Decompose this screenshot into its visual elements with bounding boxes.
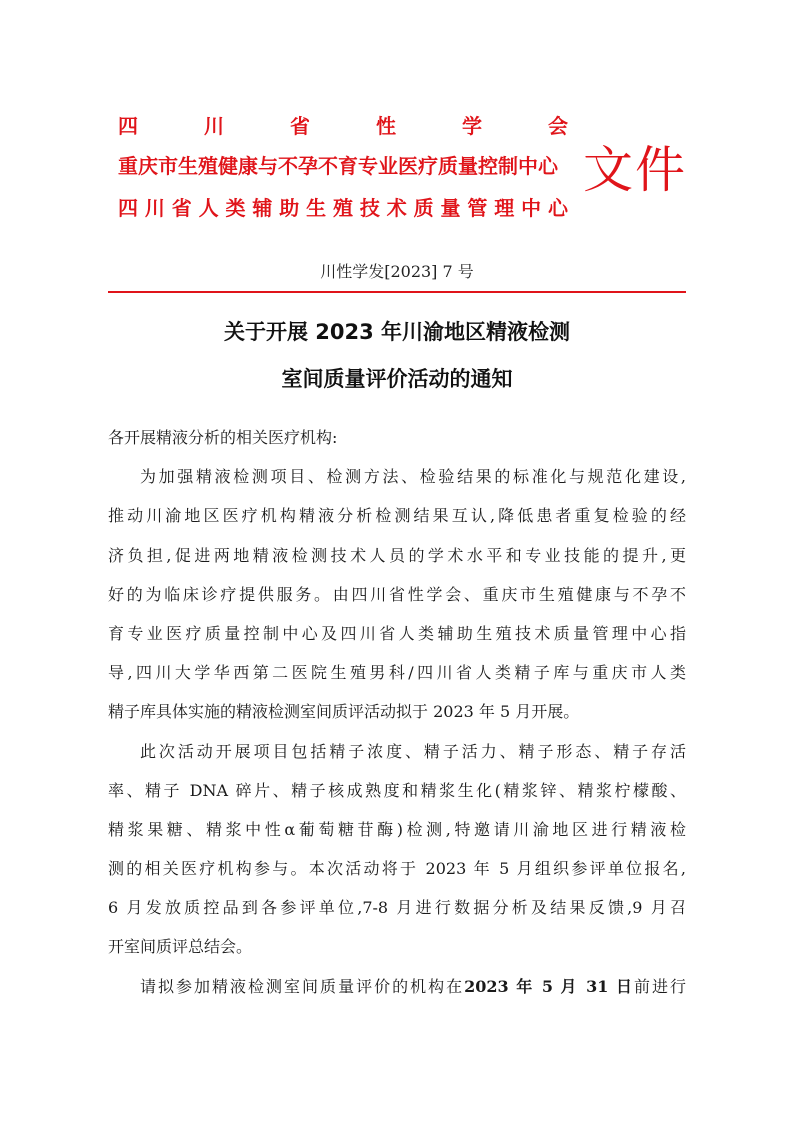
paragraph-2-line: 测的相关医疗机构参与。本次活动将于 2023 年 5 月组织参评单位报名, — [108, 859, 686, 879]
paragraph-1-line: 导,四川大学华西第二医院生殖男科/四川省人类精子库与重庆市人类 — [108, 663, 686, 683]
issuer-char: 四 — [118, 196, 138, 220]
issuer-char: 省 — [290, 114, 310, 138]
issuer-char: 理 — [494, 196, 515, 220]
red-divider-line — [108, 291, 686, 293]
issuer-chongqing-qc-center — [118, 152, 568, 180]
issuer-char: 性 — [376, 114, 396, 138]
document-body — [108, 418, 686, 1006]
issuer-char: 心 — [548, 196, 568, 220]
issuer-3-chars — [118, 194, 568, 222]
paragraph-1-line: 育专业医疗质量控制中心及四川省人类辅助生殖技术质量管理中心指 — [108, 623, 686, 643]
issuer-char: 会 — [548, 114, 568, 138]
paragraph-2-line: 6 月发放质控品到各参评单位,7-8 月进行数据分析及结果反馈,9 月召 — [108, 898, 686, 918]
salutation: 各开展精液分析的相关医疗机构: — [108, 428, 338, 447]
issuer-sichuan-sexology-society — [118, 112, 568, 140]
document-word: 文件 — [583, 141, 687, 199]
issuer-char: 质 — [413, 196, 434, 220]
paragraph-2-line: 率、精子 DNA 碎片、精子核成熟度和精浆生化(精浆锌、精浆柠檬酸、 — [108, 780, 686, 800]
issuer-char: 殖 — [333, 196, 353, 220]
issuer-1-chars — [118, 112, 568, 140]
issuer-char: 量 — [440, 196, 461, 220]
paragraph-2-line: 此次活动开展项目包括精子浓度、精子活力、精子形态、精子存活 — [140, 741, 686, 761]
issuer-sichuan-art-qc-center — [118, 194, 568, 222]
paragraph-1-line: 好的为临床诊疗提供服务。由四川省性学会、重庆市生殖健康与不孕不 — [108, 584, 686, 604]
issuer-char: 技 — [359, 196, 380, 220]
paragraph-1 — [108, 457, 686, 731]
paragraph-2-line: 开室间质评总结会。 — [108, 937, 253, 957]
issuer-char: 助 — [279, 196, 300, 220]
issuer-char: 管 — [467, 196, 488, 220]
issuer-char: 省 — [171, 196, 192, 220]
paragraph-1-line: 为加强精液检测项目、检测方法、检验结果的标准化与规范化建设, — [140, 467, 686, 487]
issuer-char: 生 — [306, 196, 327, 220]
issuer-char: 四 — [118, 114, 138, 138]
paragraph-3-before: 请拟参加精液检测室间质量评价的机构在 — [140, 976, 465, 996]
paragraph-1-line: 推动川渝地区医疗机构精液分析检测结果互认,降低患者重复检验的经 — [108, 506, 686, 526]
paragraph-3 — [108, 967, 686, 1006]
issuer-char: 人 — [198, 196, 219, 220]
issuer-char: 学 — [462, 114, 482, 138]
paragraph-1-line: 济负担,促进两地精液检测技术人员的学术水平和专业技能的提升,更 — [108, 545, 686, 565]
paragraph-2 — [108, 732, 686, 967]
paragraph-3-after: 前进行 — [633, 976, 686, 996]
issuer-char: 川 — [144, 196, 165, 220]
document-number: 川性学发[2023] 7 号 — [320, 262, 474, 281]
paragraph-2-line: 精浆果糖、精浆中性α葡萄糖苷酶)检测,特邀请川渝地区进行精液检 — [108, 819, 686, 839]
issuer-2-text: 重庆市生殖健康与不孕不育专业医疗质量控制中心 — [118, 154, 558, 178]
paragraph-1-line: 精子库具体实施的精液检测室间质评活动拟于 2023 年 5 月开展。 — [108, 702, 580, 722]
issuer-char: 辅 — [252, 196, 273, 220]
issuer-char: 川 — [204, 114, 224, 138]
issuer-char: 类 — [225, 196, 246, 220]
issuer-char: 中 — [521, 196, 542, 220]
notice-title-line-2: 室间质量评价活动的通知 — [281, 367, 513, 391]
notice-title-line-1: 关于开展 2023 年川渝地区精液检测 — [223, 320, 571, 344]
paragraph-3-line — [108, 967, 686, 1006]
issuer-char: 术 — [386, 196, 407, 220]
registration-deadline: 2023 年 5 月 31 日 — [464, 976, 634, 996]
